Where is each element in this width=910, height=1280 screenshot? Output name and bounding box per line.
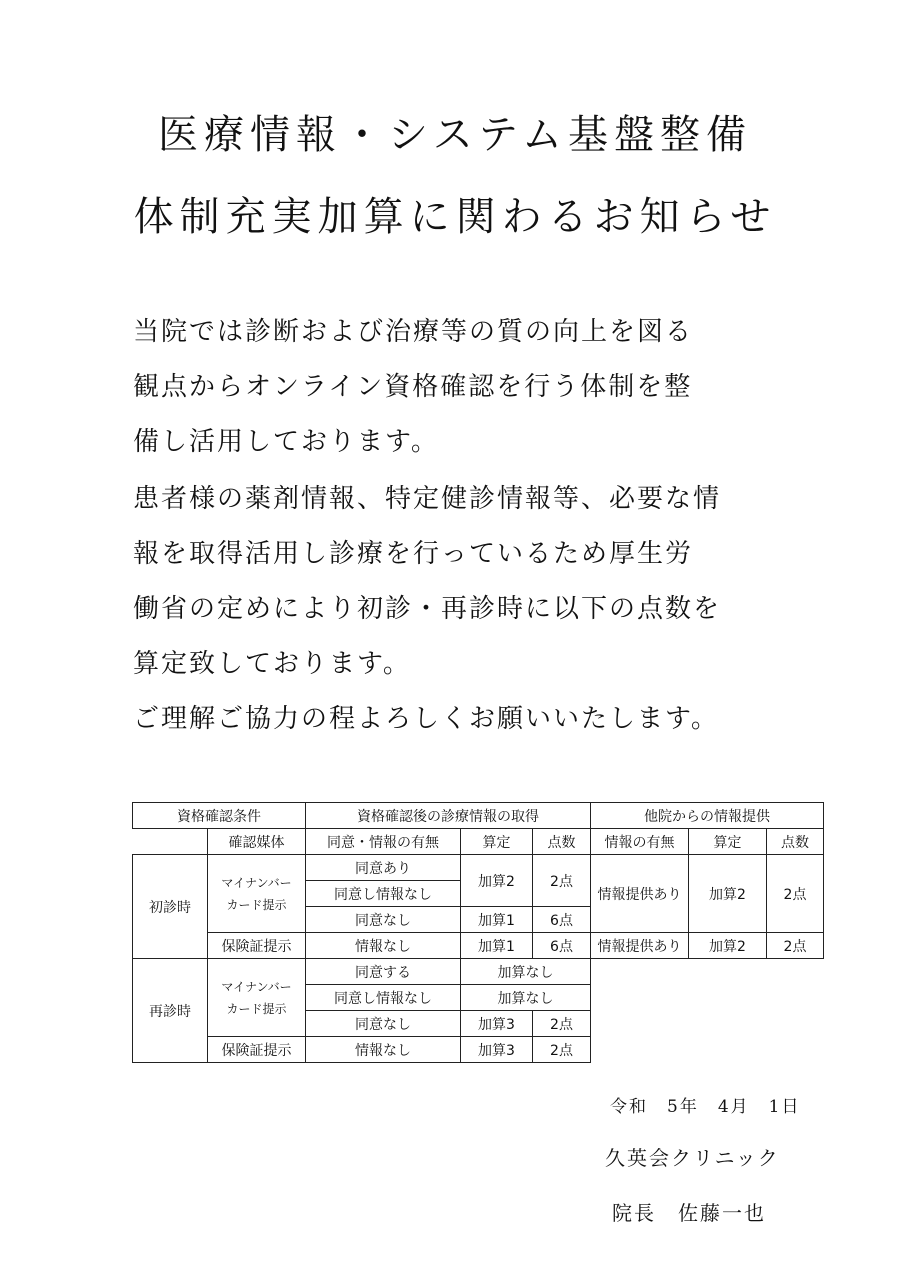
table-row xyxy=(133,959,824,985)
provision-info-cell: 情報提供あり xyxy=(591,855,689,933)
points-table xyxy=(132,802,824,1063)
consent-none: 同意なし xyxy=(306,907,461,933)
body-line: 報を取得活用し診療を行っているため厚生労 xyxy=(133,539,694,569)
points-cell: 6点 xyxy=(533,907,591,933)
subheader-consent: 同意・情報の有無 xyxy=(306,829,461,855)
subheader-info: 情報の有無 xyxy=(591,829,689,855)
provision-calc-cell: 加算2 xyxy=(689,855,767,933)
header-provision: 他院からの情報提供 xyxy=(591,803,824,829)
subheader-calc: 算定 xyxy=(461,829,533,855)
provision-points-cell: 2点 xyxy=(767,855,824,933)
consent-no-info: 同意し情報なし xyxy=(306,881,461,907)
calc-cell: 加算なし xyxy=(461,985,591,1011)
calc-cell: 加算3 xyxy=(461,1037,533,1063)
notice-body-paragraph-2 xyxy=(133,472,813,692)
subheader-points-2: 点数 xyxy=(767,829,824,855)
table-header-row xyxy=(133,803,824,829)
points-cell: 2点 xyxy=(533,1011,591,1037)
director-name: 院長 佐藤一也 xyxy=(612,1201,766,1225)
consent-yes: 同意する xyxy=(306,959,461,985)
card-label-line-2: カード提示 xyxy=(226,1001,287,1016)
notice-body-paragraph-1 xyxy=(133,305,813,470)
subheader-media: 確認媒体 xyxy=(208,829,306,855)
notice-date: 令和 5年 4月 1日 xyxy=(610,1097,801,1117)
provision-calc-cell: 加算2 xyxy=(689,933,767,959)
clinic-name: 久英会クリニック xyxy=(605,1146,780,1170)
provision-info-cell: 情報提供あり xyxy=(591,933,689,959)
table-row xyxy=(133,1037,824,1063)
provision-points-cell: 2点 xyxy=(767,933,824,959)
notice-body-paragraph-3 xyxy=(133,692,813,747)
info-none: 情報なし xyxy=(306,1037,461,1063)
calc-cell: 加算1 xyxy=(461,907,533,933)
body-line: 働省の定めにより初診・再診時に以下の点数を xyxy=(133,594,722,624)
calc-cell: 加算3 xyxy=(461,1011,533,1037)
points-cell: 6点 xyxy=(533,933,591,959)
consent-none: 同意なし xyxy=(306,1011,461,1037)
consent-no-info: 同意し情報なし xyxy=(306,985,461,1011)
body-line: 備し活用しております。 xyxy=(133,427,439,457)
table-row xyxy=(133,933,824,959)
calc-cell: 加算なし xyxy=(461,959,591,985)
card-label-line-1: マイナンバー xyxy=(221,875,292,890)
media-my-number-card xyxy=(208,855,306,933)
media-insurance-card: 保険証提示 xyxy=(208,933,306,959)
subheader-calc-2: 算定 xyxy=(689,829,767,855)
body-line: ご理解ご協力の程よろしくお願いいたします。 xyxy=(133,704,719,734)
header-acquisition: 資格確認後の診療情報の取得 xyxy=(306,803,591,829)
card-label-line-2: カード提示 xyxy=(226,897,287,912)
table-row xyxy=(133,855,824,881)
media-insurance-card: 保険証提示 xyxy=(208,1037,306,1063)
body-line: 患者様の薬剤情報、特定健診情報等、必要な情 xyxy=(133,484,722,514)
media-my-number-card xyxy=(208,959,306,1037)
table-subheader-row xyxy=(133,829,824,855)
points-cell: 2点 xyxy=(533,855,591,907)
body-line: 当院では診断および治療等の質の向上を図る xyxy=(133,317,694,347)
header-condition: 資格確認条件 xyxy=(133,803,306,829)
info-none: 情報なし xyxy=(306,933,461,959)
row-label-revisit: 再診時 xyxy=(133,959,208,1063)
consent-yes: 同意あり xyxy=(306,855,461,881)
row-label-first-visit: 初診時 xyxy=(133,855,208,959)
calc-cell: 加算1 xyxy=(461,933,533,959)
calc-cell: 加算2 xyxy=(461,855,533,907)
body-line: 観点からオンライン資格確認を行う体制を整 xyxy=(133,372,693,402)
card-label-line-1: マイナンバー xyxy=(221,979,292,994)
body-line: 算定致しております。 xyxy=(133,649,411,679)
points-cell: 2点 xyxy=(533,1037,591,1063)
notice-title-line-1: 医療情報・システム基盤整備 xyxy=(158,112,752,158)
subheader-points: 点数 xyxy=(533,829,591,855)
notice-title-line-2: 体制充実加算に関わるお知らせ xyxy=(133,194,777,240)
